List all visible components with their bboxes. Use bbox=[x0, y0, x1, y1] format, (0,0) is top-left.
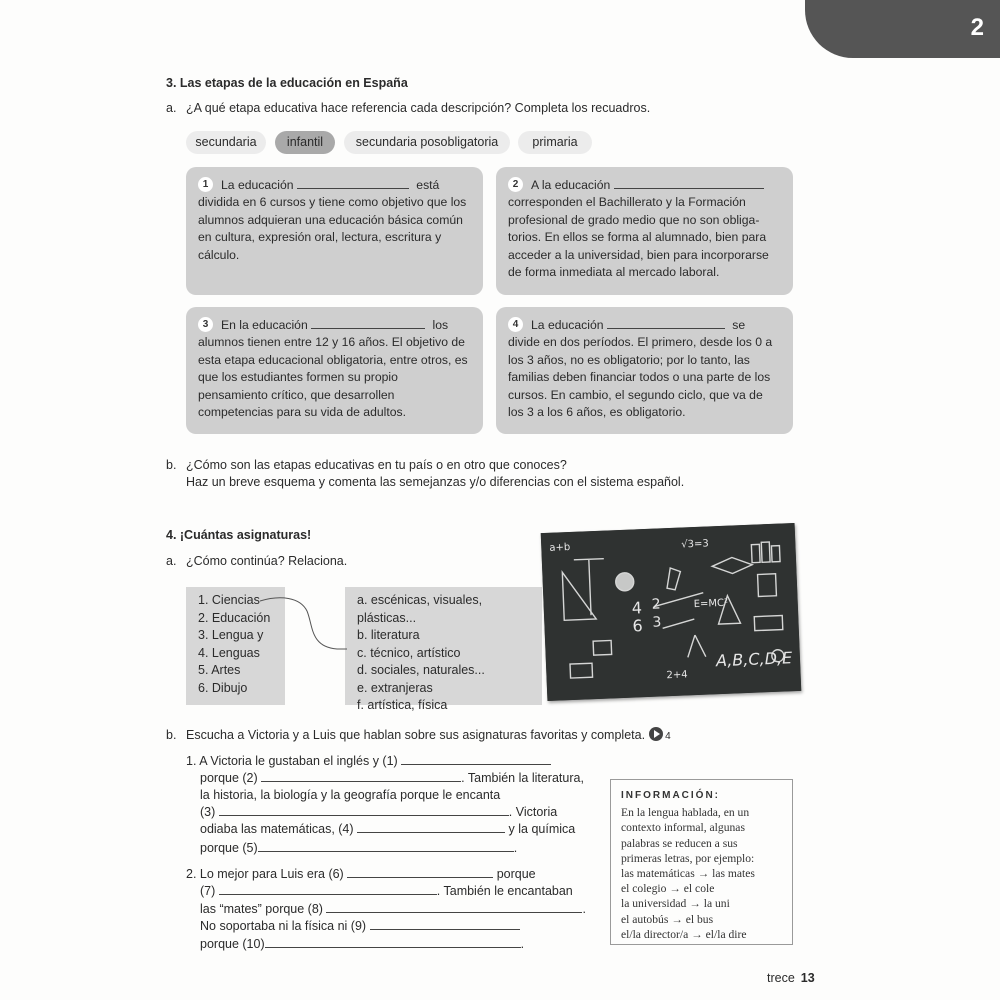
box-number-badge: 1 bbox=[198, 177, 213, 192]
box-after-blank: está bbox=[416, 178, 440, 192]
section-4b-letter: b. bbox=[166, 728, 177, 742]
description-box-1 bbox=[186, 167, 483, 295]
section-3b-line-1: ¿Cómo son las etapas educativas en tu país o en otro que conoces? bbox=[186, 458, 567, 472]
match-connector-line bbox=[255, 595, 365, 655]
match-left-item[interactable]: 6. Dibujo bbox=[198, 680, 248, 695]
exercise-text: odiaba las matemáticas, (4) bbox=[200, 822, 354, 836]
exercise-text: y la química bbox=[508, 822, 576, 836]
match-left-item[interactable]: 2. Educación bbox=[198, 610, 271, 625]
information-line: las matemáticas → las mates bbox=[621, 867, 755, 881]
chip-primaria[interactable]: primaria bbox=[518, 131, 592, 154]
box-after-blank: se bbox=[732, 318, 746, 332]
box-after-blank: los bbox=[432, 318, 449, 332]
information-line: el autobús → el bus bbox=[621, 912, 714, 926]
match-right-item[interactable]: a. escénicas, visuales, plásticas... bbox=[357, 593, 483, 625]
chalk-formula: E=MC² bbox=[693, 597, 729, 611]
exercise-text: porque (2) bbox=[200, 771, 258, 785]
page-number: 13 bbox=[800, 971, 815, 985]
exercise-text: . También le encantaban bbox=[436, 884, 573, 898]
exercise-text: No soportaba ni la física ni (9) bbox=[200, 919, 367, 933]
chalk-text-topleft: a+b bbox=[549, 541, 571, 554]
chalk-fraction-denominator: 6 bbox=[632, 616, 644, 636]
page-word: trece bbox=[767, 971, 795, 985]
answer-blank-10[interactable] bbox=[265, 936, 521, 948]
section-3b-line-2: Haz un breve esquema y comenta las semejanzas y/o diferencias con el sistema español. bbox=[186, 475, 685, 489]
answer-blank-1[interactable] bbox=[401, 753, 551, 765]
information-line: la universidad → la uni bbox=[621, 897, 730, 911]
box-lead: A la educación bbox=[531, 178, 611, 192]
audio-track-number: 4 bbox=[665, 731, 671, 742]
match-right-item[interactable]: b. literatura bbox=[357, 628, 420, 642]
exercise-text: . bbox=[582, 902, 586, 916]
match-left-item[interactable]: 4. Lenguas bbox=[198, 645, 260, 660]
description-box-3 bbox=[186, 307, 483, 434]
section-4b-prompt-row bbox=[186, 727, 671, 745]
chip-infantil[interactable]: infantil bbox=[275, 131, 335, 154]
chalkboard-image bbox=[541, 523, 802, 701]
answer-blank-8[interactable] bbox=[326, 901, 582, 913]
information-line: primeras letras, por ejemplo: bbox=[621, 851, 755, 865]
exercise-text: 2. Lo mejor para Luis era (6) bbox=[186, 867, 344, 881]
section-4b-prompt: Escucha a Victoria y a Luis que hablan sobre sus asignaturas favoritas y completa. bbox=[186, 728, 646, 742]
section-4a-prompt: ¿Cómo continúa? Relaciona. bbox=[186, 554, 348, 568]
exercise-2-line-4 bbox=[200, 918, 520, 935]
answer-blank-3[interactable] bbox=[219, 804, 509, 816]
box-body: divide en dos períodos. El primero, desde los 0 a los 3 años, no es obligatorio; por lo tanto, las familias deben financiar todos o una parte de los cursos. En cambio, el segundo ciclo, que va de los 3 a los 6 años, es obligatorio. bbox=[508, 335, 773, 420]
exercise-1-line-1 bbox=[186, 753, 551, 770]
information-line: palabras se reducen a sus bbox=[621, 836, 738, 850]
chapter-number: 2 bbox=[970, 14, 984, 41]
match-left-item[interactable]: 1. Ciencias bbox=[198, 593, 260, 607]
match-right-item[interactable]: f. artística, física bbox=[357, 698, 448, 712]
answer-blank-4[interactable] bbox=[357, 821, 505, 833]
match-right-item[interactable]: d. sociales, naturales... bbox=[357, 663, 485, 677]
exercise-1-line-4 bbox=[200, 804, 557, 821]
match-left-item[interactable]: 5. Artes bbox=[198, 663, 241, 677]
section-3-heading: 3. Las etapas de la educación en España bbox=[166, 76, 408, 90]
box-body: alumnos tienen entre 12 y 16 años. El objetivo de esta etapa educacional obligatoria, entre otros, es que los estudiantes formen su propio pensamiento crítico, que desarrollen competencias para su vida de adultos. bbox=[198, 335, 468, 420]
exercise-text: . También la literatura, bbox=[461, 771, 584, 785]
description-box-2 bbox=[496, 167, 793, 295]
exercise-2-line-1 bbox=[186, 866, 536, 883]
exercise-2-line-3 bbox=[200, 901, 586, 918]
answer-blank-2[interactable] bbox=[261, 770, 461, 782]
information-line: el/la director/a → el/la dire bbox=[621, 927, 747, 941]
exercise-text: . bbox=[513, 841, 518, 855]
exercise-1-line-6 bbox=[200, 840, 517, 857]
box-lead: La educación bbox=[531, 318, 604, 332]
chalk-text-sqrt: √3=3 bbox=[681, 538, 710, 551]
box-lead: En la educación bbox=[221, 318, 308, 332]
answer-blank-9[interactable] bbox=[370, 918, 520, 930]
section-3b-letter: b. bbox=[166, 458, 177, 472]
section-3a-prompt: ¿A qué etapa educativa hace referencia cada descripción? Completa los recuadros. bbox=[186, 101, 651, 115]
box-body: corresponden el Bachillerato y la Formación profesional de grado medio que no son obliga-torios. En ellos se forma al alumnado, bien para acceder a la universidad, bien para incorporarse de forma inmediata al mercado laboral. bbox=[508, 195, 769, 280]
box-number-badge: 2 bbox=[508, 177, 523, 192]
chalk-fraction-3: 3 bbox=[652, 614, 662, 631]
exercise-text: (7) bbox=[200, 884, 216, 898]
answer-blank[interactable] bbox=[297, 177, 409, 189]
box-number-badge: 3 bbox=[198, 317, 213, 332]
exercise-text: las “mates” porque (8) bbox=[200, 902, 323, 916]
information-line: el colegio → el cole bbox=[621, 882, 715, 896]
audio-play-icon[interactable] bbox=[649, 727, 663, 741]
section-4a-letter: a. bbox=[166, 554, 177, 568]
match-right-item[interactable]: c. técnico, artístico bbox=[357, 645, 461, 660]
exercise-text: (3) bbox=[200, 805, 216, 819]
match-right-box bbox=[345, 587, 542, 712]
page-footer bbox=[767, 971, 815, 985]
answer-blank[interactable] bbox=[311, 317, 425, 329]
chalk-fraction-numerator: 4 bbox=[631, 598, 643, 618]
exercise-text: porque (10) bbox=[200, 937, 265, 951]
box-lead: La educación bbox=[221, 178, 294, 192]
answer-blank[interactable] bbox=[607, 317, 725, 329]
information-title: INFORMACIÓN: bbox=[621, 790, 720, 801]
exercise-text: . bbox=[520, 937, 525, 951]
exercise-1-line-2 bbox=[200, 770, 584, 787]
section-3a-letter: a. bbox=[166, 101, 177, 115]
information-line: contexto informal, algunas bbox=[621, 821, 745, 835]
exercise-1-line-5 bbox=[200, 821, 575, 838]
box-number-badge: 4 bbox=[508, 317, 523, 332]
exercise-text: porque (5) bbox=[200, 841, 258, 855]
answer-blank-7[interactable] bbox=[219, 883, 437, 895]
match-right-item[interactable]: e. extranjeras bbox=[357, 680, 433, 695]
answer-blank-6[interactable] bbox=[347, 866, 493, 878]
chalk-letters: A,B,C,D,E bbox=[715, 648, 793, 671]
information-line: En la lengua hablada, en un bbox=[621, 806, 750, 820]
exercise-2-line-2 bbox=[200, 883, 573, 900]
chalk-sum: 2+4 bbox=[666, 669, 688, 682]
box-body: dividida en 6 cursos y tiene como objetivo que los alumnos adquieran una educación básica común en cultura, expresión oral, lectura, escritura y cálculo. bbox=[198, 195, 467, 262]
information-box bbox=[610, 779, 793, 945]
exercise-2-line-5 bbox=[200, 936, 524, 953]
chalk-fraction-2: 2 bbox=[651, 596, 661, 613]
chip-secundaria[interactable]: secundaria bbox=[186, 131, 266, 154]
exercise-text: 1. A Victoria le gustaban el inglés y (1) bbox=[186, 754, 398, 768]
exercise-text: . Victoria bbox=[508, 805, 558, 819]
match-left-item[interactable]: 3. Lengua y bbox=[198, 628, 264, 642]
answer-blank-5[interactable] bbox=[258, 840, 514, 852]
exercise-text: porque bbox=[496, 867, 536, 881]
chapter-tab bbox=[805, 0, 1000, 58]
exercise-1-line-3: la historia, la biología y la geografía porque le encanta bbox=[200, 788, 501, 802]
chip-secundaria-posobligatoria[interactable]: secundaria posobligatoria bbox=[344, 131, 510, 154]
answer-blank[interactable] bbox=[614, 177, 764, 189]
section-4-heading: 4. ¡Cuántas asignaturas! bbox=[166, 528, 312, 542]
description-box-4 bbox=[496, 307, 793, 434]
